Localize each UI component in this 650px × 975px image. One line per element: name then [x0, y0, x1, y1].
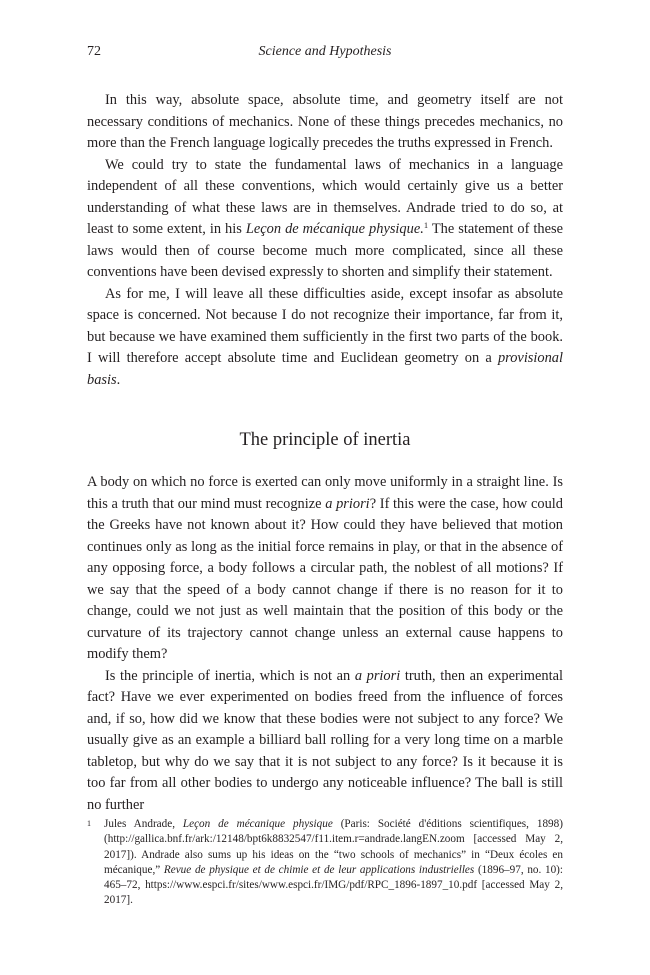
paragraph — [87, 472, 563, 666]
book-title: Leçon de mécanique physique. — [245, 221, 424, 237]
running-title: Science and Hypothesis — [258, 44, 392, 59]
page-header — [87, 44, 563, 64]
text-run: (Paris: Société d'éditions scientifiques, 1898) (http://gallica.bnf.fr/ark:/12148/bpt6k8832547/f11.item.r=andrade.langEN.zoom [accessed May 2, 2017]). Andrade also sums up his ideas on the “two schools of mechanics” in “Deux écoles en mécanique,” — [104, 818, 563, 876]
section-heading: The principle of inertia — [239, 430, 411, 450]
text-run: We could try to state the fundamental laws of mechanics in a language independent of all these conventions, which would certainly give us a better understanding of what these laws are in themselves. Andrade tried to do so, at least to some extent, in his — [87, 156, 563, 237]
intro-text — [87, 90, 563, 391]
paragraph: In this way, absolute space, absolute time, and geometry itself are not necessary conditions of mechanics. None of these things precedes mechanics, no more than the French language logically precedes the truths expressed in French. — [87, 92, 563, 151]
footnote — [87, 817, 563, 909]
paragraph — [87, 666, 563, 817]
text-run: ? If this were the case, how could the Greeks have not known about it? How could they have believed that motion continues only as long as the initial force remains in play, or that in the absence of any opposing force, a body follows a circular path, the noblest of all motions? If we say that the speed of a body cannot change if there is no reason for it to change, could we not just as well maintain that the position of this body or the curvature of its trajectory cannot change unless an external cause happens to modify them? — [87, 495, 563, 662]
emphasis: provisional basis — [87, 350, 563, 388]
journal-title: Revue de physique et de chimie et de leur applications industrielles — [163, 863, 475, 876]
paragraph — [87, 155, 563, 284]
text-run: A body on which no force is exerted can only move uniformly in a straight line. Is this a truth that our mind must recognize — [87, 474, 563, 512]
footnote-reference: 1 — [423, 220, 429, 230]
text-run: Is the principle of inertia, which is not an — [105, 667, 355, 684]
section-text — [87, 472, 563, 816]
book-title: Leçon de mécanique physique — [182, 818, 333, 830]
text-run: truth, then an experimental fact? Have we ever experimented on bodies freed from the influence of forces and, if so, how did we know that these bodies were not subject to any force? We usually give as an example a billiard ball rolling for a very long time on a marble tabletop, but why do we say that it is not subject to any force? Is it because it is too far from all other bodies to undergo any noticeable influence? The ball is still no further — [87, 667, 563, 813]
text-run: (1896–97, no. 10): 465–72, https://www.espci.fr/sites/www.espci.fr/IMG/pdf/RPC_1896-1897_10.pdf [accessed May 2, 2017]. — [104, 863, 564, 907]
text-run: Jules Andrade, — [104, 818, 183, 830]
footnote-mark: 1 — [87, 819, 91, 828]
page-number: 72 — [87, 44, 101, 59]
text-run: The statement of these laws would then of course become much more complicated, since all these conventions have been devised expressly to shorten and simplify their statement. — [87, 221, 563, 280]
text-run: As for me, I will leave all these difficulties aside, except insofar as absolute space is concerned. Not because I do not recognize their importance, far from it, but because we have examined them sufficiently in the first two parts of the book. I will therefore accept absolute time and Euclidean geometry on a — [87, 285, 563, 366]
footnote-text — [104, 817, 563, 909]
text-run: . — [116, 371, 121, 388]
emphasis: a priori — [325, 495, 370, 512]
paragraph — [87, 284, 563, 392]
emphasis: a priori — [354, 667, 401, 684]
